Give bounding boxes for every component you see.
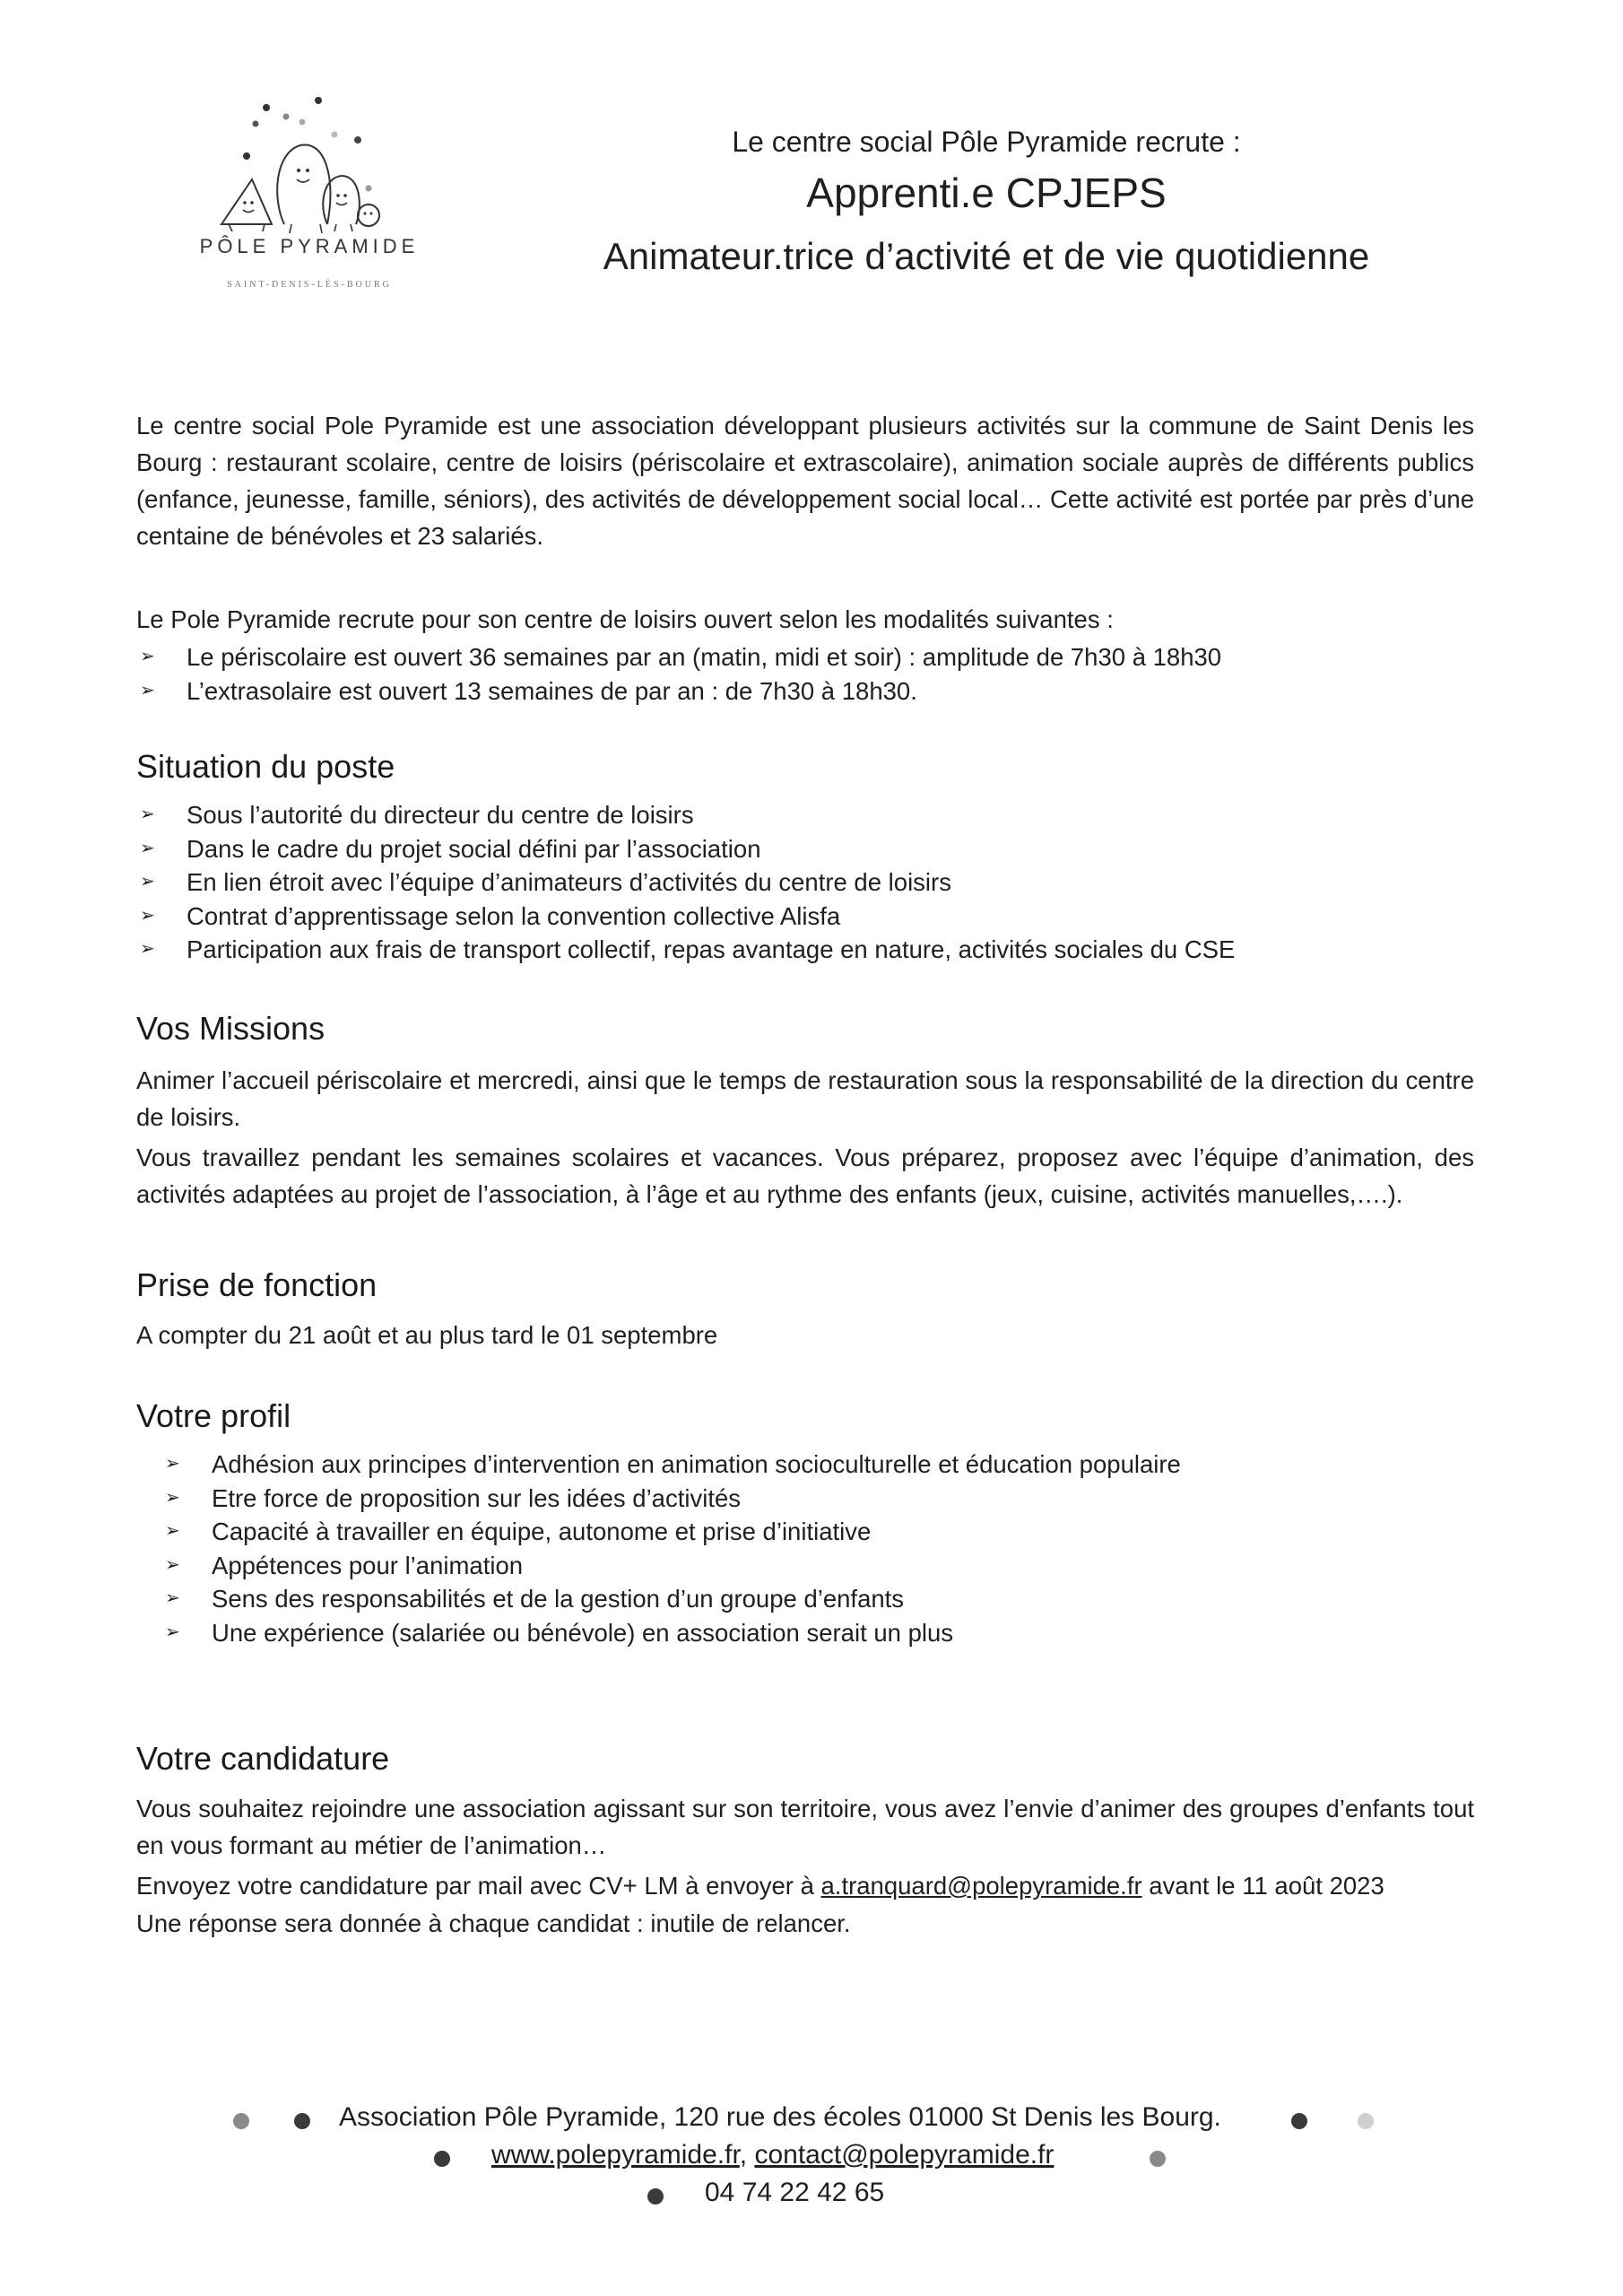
intro-paragraph: Le centre social Pole Pyramide est une association développant plusieurs activités sur la commune de Saint Denis les Bourg : restaurant scolaire, centre de loisirs (périscolaire et extrascolaire), animation sociale auprès de différents publics (enfance, jeunesse, famille, séniors), des activités de développement social local… Cette activité est portée par près d’une centaine de bénévoles et 23 salariés. (136, 412, 1474, 550)
arrow-bullet-icon: ➢ (165, 1554, 180, 1575)
footer-address: Association Pôle Pyramide, 120 rue des écoles 01000 St Denis les Bourg. (339, 2102, 1221, 2132)
logo-subtitle: SAINT-DENIS-LÈS-BOURG (227, 280, 392, 290)
list-item: ➢ Contrat d’apprentissage selon la convention collective Alisfa (136, 900, 1481, 934)
decorative-dot-icon (1358, 2113, 1374, 2129)
candidature-paragraph-3: Une réponse sera donnée à chaque candidat : inutile de relancer. (136, 1909, 851, 1937)
decorative-dot-icon (1291, 2113, 1307, 2129)
arrow-bullet-icon: ➢ (165, 1521, 180, 1541)
page-title: Apprenti.e CPJEPS (806, 170, 1167, 216)
footer-phone-row (0, 2178, 1623, 2215)
list-item: ➢ Le périscolaire est ouvert 36 semaines par an (matin, midi et soir) : amplitude de 7h30 à 18h30 (136, 640, 1481, 674)
arrow-bullet-icon: ➢ (140, 680, 155, 700)
section-heading-profil: Votre profil (136, 1397, 291, 1434)
list-item: ➢ Sous l’autorité du directeur du centre de loisirs (136, 798, 1481, 832)
arrow-bullet-icon: ➢ (140, 647, 155, 666)
arrow-bullet-icon: ➢ (165, 1454, 180, 1474)
decorative-dot-icon (233, 2113, 249, 2129)
prise-text: A compter du 21 août et au plus tard le 01 septembre (136, 1321, 718, 1349)
section-heading-prise: Prise de fonction (136, 1266, 378, 1303)
footer-address-row (0, 2102, 1623, 2140)
list-item: ➢ Capacité à travailler en équipe, autonome et prise d’initiative (161, 1515, 1488, 1549)
list-item: ➢ Adhésion aux principes d’intervention en animation socioculturelle et éducation populaire (161, 1448, 1488, 1482)
footer-web-row (0, 2140, 1623, 2178)
arrow-bullet-icon: ➢ (140, 905, 155, 926)
arrow-bullet-icon: ➢ (165, 1588, 180, 1608)
list-item: ➢ Etre force de proposition sur les idées d’activités (161, 1482, 1488, 1516)
arrow-bullet-icon: ➢ (165, 1622, 180, 1642)
candidature-paragraph-2: Envoyez votre candidature par mail avec CV+ LM à envoyer à a.tranquard@polepyramide.fr avant le 11 août 2023 (136, 1872, 1384, 1900)
arrow-bullet-icon: ➢ (140, 939, 155, 959)
logo-name: PÔLE PYRAMIDE (199, 235, 420, 257)
arrow-bullet-icon: ➢ (165, 1487, 180, 1508)
arrow-bullet-icon: ➢ (140, 838, 155, 858)
missions-paragraph-1: Animer l’accueil périscolaire et mercredi, ainsi que le temps de restauration sous la responsabilité de la direction du centre de loisirs. (136, 1066, 1474, 1131)
website-link[interactable]: www.polepyramide.fr (491, 2140, 740, 2170)
list-item: ➢ Appétences pour l’animation (161, 1549, 1488, 1583)
situation-list (136, 798, 1481, 967)
list-item: ➢ En lien étroit avec l’équipe d’animateurs d’activités du centre de loisirs (136, 865, 1481, 900)
schedule-list (136, 640, 1481, 708)
decorative-dot-icon (647, 2188, 664, 2205)
section-heading-situation: Situation du poste (136, 748, 395, 785)
decorative-dot-icon (1150, 2151, 1166, 2167)
decorative-dot-icon (434, 2151, 450, 2167)
list-item: ➢ L’extrasolaire est ouvert 13 semaines de par an : de 7h30 à 18h30. (136, 674, 1481, 709)
missions-paragraph-2: Vous travaillez pendant les semaines scolaires et vacances. Vous préparez, proposez avec l’équipe d’animation, des activités adaptées au projet de l’association, à l’âge et au rythme des enfants (jeux, cuisine, activités manuelles,….). (136, 1144, 1474, 1208)
arrow-bullet-icon: ➢ (140, 872, 155, 891)
page-subtitle: Animateur.trice d’activité et de vie quotidienne (603, 235, 1370, 277)
recruit-text: Le Pole Pyramide recrute pour son centre de loisirs ouvert selon les modalités suivantes : (136, 605, 1114, 633)
arrow-bullet-icon: ➢ (140, 804, 155, 824)
pyramid-family-logo-icon (193, 90, 426, 305)
section-heading-candidature: Votre candidature (136, 1740, 390, 1777)
decorative-dot-icon (294, 2113, 310, 2129)
candidature-paragraph-1: Vous souhaitez rejoindre une association agissant sur son territoire, vous avez l’envie d’animer des groupes d’enfants tout en vous formant au métier de l’animation… (136, 1795, 1474, 1859)
footer-links: www.polepyramide.fr, contact@polepyramide.fr (491, 2140, 1055, 2170)
header-intro: Le centre social Pôle Pyramide recrute : (732, 126, 1241, 158)
profil-list (161, 1448, 1488, 1649)
footer-phone: 04 74 22 42 65 (705, 2178, 885, 2207)
section-heading-missions: Vos Missions (136, 1010, 325, 1047)
contact-email-link[interactable]: contact@polepyramide.fr (754, 2140, 1055, 2170)
list-item: ➢ Sens des responsabilités et de la gestion d’un groupe d’enfants (161, 1582, 1488, 1616)
list-item: ➢ Une expérience (salariée ou bénévole) en association serait un plus (161, 1616, 1488, 1650)
list-item: ➢ Dans le cadre du projet social défini par l’association (136, 832, 1481, 866)
list-item: ➢ Participation aux frais de transport collectif, repas avantage en nature, activités sociales du CSE (136, 933, 1481, 967)
footer (0, 2102, 1623, 2228)
candidature-email-link[interactable]: a.tranquard@polepyramide.fr (820, 1872, 1142, 1900)
